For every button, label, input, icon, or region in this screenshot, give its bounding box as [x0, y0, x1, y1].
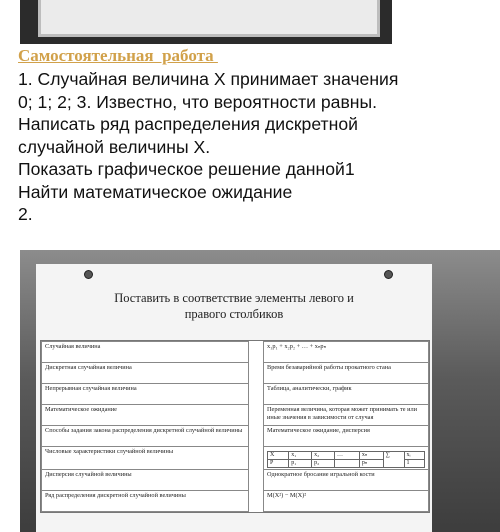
right-cell: Переменная величина, которая может принимать те или иные значения в зависимости от случая — [264, 405, 429, 426]
left-cell: Ряд распределения дискретной случайной величины — [42, 491, 249, 512]
right-cell-mini-table — [264, 447, 429, 470]
slide-title: Поставить в соответствие элементы левого и правого столбиков — [114, 291, 354, 321]
task-line: случайной величины X. — [18, 136, 211, 157]
section-heading: Самостоятельная работа — [18, 46, 218, 65]
left-cell: Числовые характеристики случайной величины — [42, 447, 249, 470]
matching-slide — [20, 250, 500, 532]
task-text — [18, 68, 496, 226]
right-cell: Математическое ожидание, дисперсия — [264, 426, 429, 447]
left-cell: Математическое ожидание — [42, 405, 249, 426]
table-row — [42, 447, 429, 470]
slide-panel — [36, 264, 432, 532]
table-row — [42, 363, 429, 384]
task-line: 2. — [18, 204, 33, 224]
pin-icon — [84, 270, 93, 279]
table-row — [42, 384, 429, 405]
left-cell: Способы задания закона распределения дискретной случайной величины — [42, 426, 249, 447]
task-line: Показать графическое решение данной1 — [18, 159, 355, 179]
right-cell: Однократное бросание игральной кости — [264, 470, 429, 491]
table-row — [42, 470, 429, 491]
left-cell: Случайная величина — [42, 342, 249, 363]
table-row — [42, 342, 429, 363]
task-line: Написать ряд распределения дискретной — [18, 114, 358, 134]
table-row — [42, 426, 429, 447]
table-row — [42, 405, 429, 426]
right-cell: M(X²) − M(X)² — [264, 491, 429, 512]
right-cell: Таблица, аналитически, график — [264, 384, 429, 405]
left-cell: Непрерывная случайная величина — [42, 384, 249, 405]
pin-icon — [384, 270, 393, 279]
left-cell: Дискретная случайная величина — [42, 363, 249, 384]
matching-table — [40, 340, 430, 513]
right-cell: x₁p₁ + x₂p₂ + … + xₙpₙ — [264, 342, 429, 363]
left-cell: Дисперсия случайной величины — [42, 470, 249, 491]
distribution-mini-table: X x₁ x₂ … xₙ ∑ xᵢ P p₁ p₂ pₙ 1 — [267, 451, 425, 468]
top-slide-panel — [38, 0, 380, 37]
task-line: Найти математическое ожидание — [18, 181, 293, 202]
right-cell: Время безаварийной работы прокатного стана — [264, 363, 429, 384]
task-line: 1. Случайная величина X принимает значения — [18, 69, 399, 89]
top-slide-fragment — [20, 0, 392, 44]
task-line: 0; 1; 2; 3. Известно, что вероятности равны. — [18, 91, 378, 112]
table-row — [42, 491, 429, 512]
